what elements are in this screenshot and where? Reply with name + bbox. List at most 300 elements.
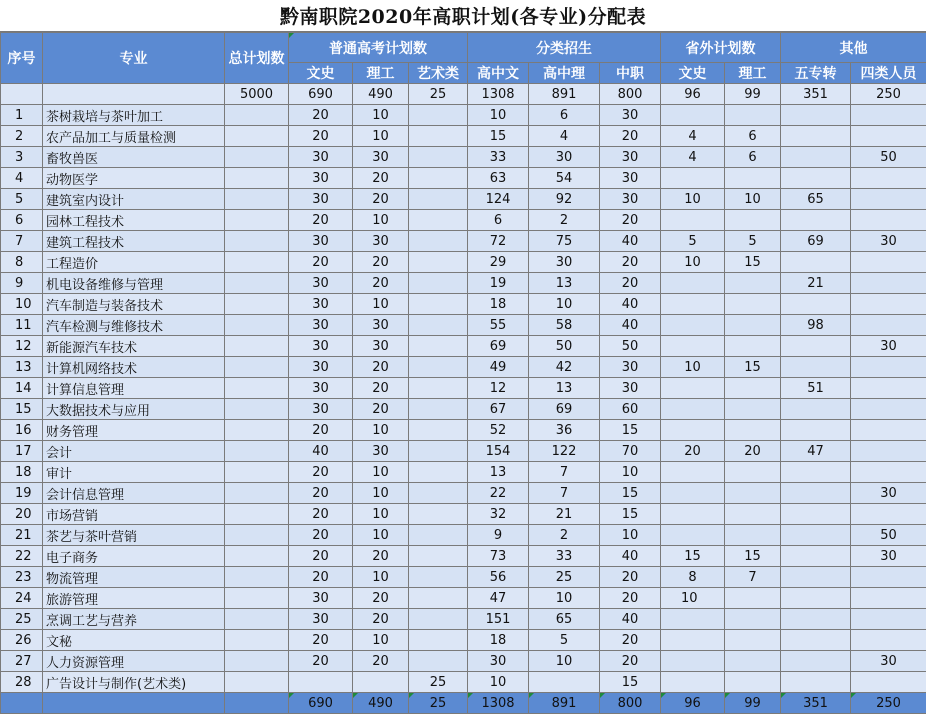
value-cell[interactable]: 25 bbox=[409, 672, 468, 693]
value-cell[interactable]: 25 bbox=[529, 567, 600, 588]
value-cell[interactable]: 50 bbox=[529, 336, 600, 357]
totals-cell[interactable]: 99 bbox=[725, 693, 781, 714]
subheader-cell[interactable]: 中职 bbox=[600, 63, 661, 84]
value-cell[interactable]: 6 bbox=[529, 105, 600, 126]
value-cell[interactable] bbox=[725, 273, 781, 294]
value-cell[interactable]: 4 bbox=[529, 126, 600, 147]
value-cell[interactable]: 15 bbox=[725, 357, 781, 378]
value-cell[interactable]: 122 bbox=[529, 441, 600, 462]
seq-cell[interactable]: 23 bbox=[1, 567, 43, 588]
value-cell[interactable]: 18 bbox=[468, 630, 529, 651]
value-cell[interactable]: 10 bbox=[661, 357, 725, 378]
value-cell[interactable]: 20 bbox=[289, 651, 353, 672]
seq-cell[interactable]: 18 bbox=[1, 462, 43, 483]
value-cell[interactable]: 10 bbox=[353, 525, 409, 546]
value-cell[interactable]: 4 bbox=[661, 126, 725, 147]
value-cell[interactable]: 30 bbox=[289, 231, 353, 252]
value-cell[interactable]: 52 bbox=[468, 420, 529, 441]
value-cell[interactable]: 20 bbox=[353, 357, 409, 378]
totals-cell[interactable]: 25 bbox=[409, 693, 468, 714]
value-cell[interactable]: 5 bbox=[529, 630, 600, 651]
value-cell[interactable] bbox=[781, 504, 851, 525]
value-cell[interactable]: 13 bbox=[468, 462, 529, 483]
value-cell[interactable] bbox=[781, 357, 851, 378]
value-cell[interactable] bbox=[851, 504, 926, 525]
total-plan-cell[interactable] bbox=[225, 147, 289, 168]
value-cell[interactable]: 4 bbox=[661, 147, 725, 168]
value-cell[interactable] bbox=[725, 525, 781, 546]
value-cell[interactable] bbox=[409, 126, 468, 147]
value-cell[interactable]: 10 bbox=[353, 567, 409, 588]
value-cell[interactable] bbox=[409, 651, 468, 672]
value-cell[interactable]: 21 bbox=[781, 273, 851, 294]
value-cell[interactable]: 10 bbox=[353, 210, 409, 231]
value-cell[interactable] bbox=[409, 441, 468, 462]
value-cell[interactable]: 30 bbox=[289, 588, 353, 609]
header-group-other[interactable]: 其他 bbox=[781, 33, 926, 63]
subheader-cell[interactable]: 艺术类 bbox=[409, 63, 468, 84]
value-cell[interactable]: 20 bbox=[353, 588, 409, 609]
value-cell[interactable]: 15 bbox=[725, 252, 781, 273]
value-cell[interactable]: 12 bbox=[468, 378, 529, 399]
summary-cell[interactable]: 351 bbox=[781, 84, 851, 105]
value-cell[interactable] bbox=[725, 651, 781, 672]
value-cell[interactable]: 32 bbox=[468, 504, 529, 525]
total-plan-cell[interactable] bbox=[225, 462, 289, 483]
value-cell[interactable]: 18 bbox=[468, 294, 529, 315]
value-cell[interactable]: 30 bbox=[353, 231, 409, 252]
value-cell[interactable]: 30 bbox=[851, 231, 926, 252]
value-cell[interactable]: 20 bbox=[600, 588, 661, 609]
value-cell[interactable] bbox=[725, 483, 781, 504]
value-cell[interactable] bbox=[529, 672, 600, 693]
total-plan-cell[interactable] bbox=[225, 567, 289, 588]
value-cell[interactable] bbox=[661, 168, 725, 189]
value-cell[interactable] bbox=[409, 168, 468, 189]
total-plan-cell[interactable] bbox=[225, 399, 289, 420]
total-plan-cell[interactable] bbox=[225, 504, 289, 525]
value-cell[interactable]: 13 bbox=[529, 378, 600, 399]
value-cell[interactable] bbox=[409, 504, 468, 525]
value-cell[interactable] bbox=[661, 651, 725, 672]
value-cell[interactable]: 20 bbox=[600, 567, 661, 588]
value-cell[interactable]: 51 bbox=[781, 378, 851, 399]
value-cell[interactable]: 20 bbox=[289, 630, 353, 651]
major-name-cell[interactable]: 广告设计与制作(艺术类) bbox=[43, 672, 225, 693]
value-cell[interactable] bbox=[851, 609, 926, 630]
total-plan-cell[interactable] bbox=[225, 651, 289, 672]
totals-cell[interactable]: 1308 bbox=[468, 693, 529, 714]
totals-name-cell[interactable] bbox=[43, 693, 225, 714]
value-cell[interactable] bbox=[725, 609, 781, 630]
value-cell[interactable]: 10 bbox=[661, 189, 725, 210]
value-cell[interactable] bbox=[851, 630, 926, 651]
value-cell[interactable] bbox=[661, 483, 725, 504]
value-cell[interactable]: 15 bbox=[725, 546, 781, 567]
value-cell[interactable] bbox=[725, 294, 781, 315]
value-cell[interactable]: 10 bbox=[353, 420, 409, 441]
summary-cell[interactable]: 1308 bbox=[468, 84, 529, 105]
value-cell[interactable]: 30 bbox=[600, 378, 661, 399]
value-cell[interactable] bbox=[409, 210, 468, 231]
value-cell[interactable]: 20 bbox=[289, 462, 353, 483]
value-cell[interactable]: 30 bbox=[529, 147, 600, 168]
value-cell[interactable]: 30 bbox=[289, 189, 353, 210]
value-cell[interactable]: 15 bbox=[600, 672, 661, 693]
value-cell[interactable]: 20 bbox=[289, 420, 353, 441]
seq-cell[interactable]: 7 bbox=[1, 231, 43, 252]
value-cell[interactable]: 60 bbox=[600, 399, 661, 420]
value-cell[interactable] bbox=[409, 462, 468, 483]
subheader-cell[interactable]: 理工 bbox=[725, 63, 781, 84]
major-name-cell[interactable]: 新能源汽车技术 bbox=[43, 336, 225, 357]
value-cell[interactable] bbox=[661, 273, 725, 294]
value-cell[interactable] bbox=[409, 336, 468, 357]
value-cell[interactable]: 10 bbox=[353, 462, 409, 483]
major-name-cell[interactable]: 园林工程技术 bbox=[43, 210, 225, 231]
value-cell[interactable] bbox=[781, 399, 851, 420]
value-cell[interactable]: 20 bbox=[353, 252, 409, 273]
major-name-cell[interactable]: 会计信息管理 bbox=[43, 483, 225, 504]
totals-plan-cell[interactable] bbox=[225, 693, 289, 714]
value-cell[interactable] bbox=[851, 294, 926, 315]
value-cell[interactable] bbox=[725, 462, 781, 483]
value-cell[interactable] bbox=[409, 105, 468, 126]
subheader-cell[interactable]: 高中理 bbox=[529, 63, 600, 84]
value-cell[interactable]: 20 bbox=[661, 441, 725, 462]
total-plan-cell[interactable] bbox=[225, 294, 289, 315]
value-cell[interactable] bbox=[851, 126, 926, 147]
seq-cell[interactable]: 4 bbox=[1, 168, 43, 189]
total-plan-cell[interactable] bbox=[225, 126, 289, 147]
major-name-cell[interactable]: 建筑工程技术 bbox=[43, 231, 225, 252]
value-cell[interactable]: 30 bbox=[468, 651, 529, 672]
value-cell[interactable]: 30 bbox=[353, 441, 409, 462]
value-cell[interactable] bbox=[851, 420, 926, 441]
seq-cell[interactable]: 13 bbox=[1, 357, 43, 378]
header-group-fenlei[interactable]: 分类招生 bbox=[468, 33, 661, 63]
value-cell[interactable] bbox=[409, 525, 468, 546]
value-cell[interactable]: 30 bbox=[851, 336, 926, 357]
total-plan-cell[interactable] bbox=[225, 483, 289, 504]
value-cell[interactable]: 15 bbox=[600, 483, 661, 504]
value-cell[interactable]: 10 bbox=[353, 126, 409, 147]
value-cell[interactable]: 29 bbox=[468, 252, 529, 273]
value-cell[interactable] bbox=[781, 609, 851, 630]
value-cell[interactable] bbox=[851, 441, 926, 462]
value-cell[interactable]: 72 bbox=[468, 231, 529, 252]
totals-cell[interactable]: 490 bbox=[353, 693, 409, 714]
subheader-cell[interactable]: 文史 bbox=[661, 63, 725, 84]
value-cell[interactable]: 20 bbox=[353, 378, 409, 399]
value-cell[interactable]: 20 bbox=[600, 252, 661, 273]
seq-cell[interactable]: 24 bbox=[1, 588, 43, 609]
value-cell[interactable]: 20 bbox=[600, 651, 661, 672]
value-cell[interactable]: 36 bbox=[529, 420, 600, 441]
value-cell[interactable]: 13 bbox=[529, 273, 600, 294]
value-cell[interactable]: 73 bbox=[468, 546, 529, 567]
summary-cell[interactable]: 99 bbox=[725, 84, 781, 105]
value-cell[interactable]: 20 bbox=[289, 546, 353, 567]
value-cell[interactable]: 30 bbox=[289, 336, 353, 357]
value-cell[interactable]: 50 bbox=[851, 525, 926, 546]
total-plan-cell[interactable] bbox=[225, 189, 289, 210]
total-plan-cell[interactable] bbox=[225, 315, 289, 336]
total-plan-cell[interactable] bbox=[225, 336, 289, 357]
major-name-cell[interactable]: 烹调工艺与营养 bbox=[43, 609, 225, 630]
value-cell[interactable] bbox=[725, 168, 781, 189]
value-cell[interactable] bbox=[725, 315, 781, 336]
major-name-cell[interactable]: 汽车制造与装备技术 bbox=[43, 294, 225, 315]
value-cell[interactable]: 6 bbox=[725, 147, 781, 168]
value-cell[interactable]: 40 bbox=[289, 441, 353, 462]
value-cell[interactable]: 30 bbox=[353, 147, 409, 168]
header-seq[interactable]: 序号 bbox=[1, 33, 43, 84]
value-cell[interactable]: 7 bbox=[529, 462, 600, 483]
value-cell[interactable]: 30 bbox=[289, 399, 353, 420]
value-cell[interactable]: 21 bbox=[529, 504, 600, 525]
value-cell[interactable] bbox=[725, 630, 781, 651]
value-cell[interactable]: 10 bbox=[529, 588, 600, 609]
value-cell[interactable]: 10 bbox=[353, 630, 409, 651]
value-cell[interactable]: 20 bbox=[353, 546, 409, 567]
value-cell[interactable] bbox=[851, 168, 926, 189]
value-cell[interactable]: 15 bbox=[600, 420, 661, 441]
value-cell[interactable] bbox=[661, 378, 725, 399]
value-cell[interactable] bbox=[409, 546, 468, 567]
value-cell[interactable] bbox=[851, 315, 926, 336]
value-cell[interactable]: 20 bbox=[289, 567, 353, 588]
value-cell[interactable]: 65 bbox=[529, 609, 600, 630]
value-cell[interactable] bbox=[725, 504, 781, 525]
value-cell[interactable]: 10 bbox=[353, 504, 409, 525]
value-cell[interactable]: 7 bbox=[725, 567, 781, 588]
value-cell[interactable] bbox=[781, 105, 851, 126]
total-plan-cell[interactable] bbox=[225, 420, 289, 441]
value-cell[interactable]: 2 bbox=[529, 210, 600, 231]
value-cell[interactable]: 20 bbox=[353, 651, 409, 672]
value-cell[interactable] bbox=[851, 462, 926, 483]
value-cell[interactable]: 20 bbox=[289, 525, 353, 546]
value-cell[interactable] bbox=[781, 567, 851, 588]
seq-cell[interactable]: 28 bbox=[1, 672, 43, 693]
value-cell[interactable]: 50 bbox=[600, 336, 661, 357]
value-cell[interactable] bbox=[409, 609, 468, 630]
value-cell[interactable]: 5 bbox=[661, 231, 725, 252]
value-cell[interactable] bbox=[725, 105, 781, 126]
value-cell[interactable] bbox=[661, 630, 725, 651]
value-cell[interactable]: 30 bbox=[600, 147, 661, 168]
value-cell[interactable]: 54 bbox=[529, 168, 600, 189]
value-cell[interactable]: 30 bbox=[289, 168, 353, 189]
value-cell[interactable] bbox=[409, 273, 468, 294]
seq-cell[interactable]: 10 bbox=[1, 294, 43, 315]
total-plan-cell[interactable] bbox=[225, 210, 289, 231]
value-cell[interactable]: 49 bbox=[468, 357, 529, 378]
value-cell[interactable]: 5 bbox=[725, 231, 781, 252]
value-cell[interactable] bbox=[781, 336, 851, 357]
value-cell[interactable] bbox=[725, 672, 781, 693]
value-cell[interactable]: 56 bbox=[468, 567, 529, 588]
seq-cell[interactable]: 19 bbox=[1, 483, 43, 504]
major-name-cell[interactable]: 审计 bbox=[43, 462, 225, 483]
value-cell[interactable]: 20 bbox=[600, 210, 661, 231]
value-cell[interactable]: 6 bbox=[468, 210, 529, 231]
value-cell[interactable]: 30 bbox=[851, 651, 926, 672]
value-cell[interactable]: 40 bbox=[600, 546, 661, 567]
value-cell[interactable]: 40 bbox=[600, 231, 661, 252]
value-cell[interactable] bbox=[661, 525, 725, 546]
value-cell[interactable] bbox=[661, 399, 725, 420]
summary-total-cell[interactable]: 5000 bbox=[225, 84, 289, 105]
major-name-cell[interactable]: 机电设备维修与管理 bbox=[43, 273, 225, 294]
value-cell[interactable]: 15 bbox=[661, 546, 725, 567]
value-cell[interactable]: 10 bbox=[529, 294, 600, 315]
value-cell[interactable]: 30 bbox=[289, 273, 353, 294]
value-cell[interactable]: 10 bbox=[661, 588, 725, 609]
value-cell[interactable] bbox=[851, 357, 926, 378]
value-cell[interactable] bbox=[781, 294, 851, 315]
value-cell[interactable]: 20 bbox=[600, 126, 661, 147]
value-cell[interactable] bbox=[661, 336, 725, 357]
value-cell[interactable]: 10 bbox=[600, 462, 661, 483]
seq-cell[interactable]: 15 bbox=[1, 399, 43, 420]
value-cell[interactable] bbox=[725, 336, 781, 357]
value-cell[interactable] bbox=[851, 252, 926, 273]
value-cell[interactable]: 30 bbox=[289, 378, 353, 399]
value-cell[interactable] bbox=[661, 609, 725, 630]
value-cell[interactable]: 20 bbox=[353, 189, 409, 210]
major-name-cell[interactable]: 汽车检测与维修技术 bbox=[43, 315, 225, 336]
value-cell[interactable]: 65 bbox=[781, 189, 851, 210]
value-cell[interactable]: 2 bbox=[529, 525, 600, 546]
value-cell[interactable]: 42 bbox=[529, 357, 600, 378]
value-cell[interactable]: 20 bbox=[353, 273, 409, 294]
value-cell[interactable]: 20 bbox=[600, 630, 661, 651]
value-cell[interactable] bbox=[725, 399, 781, 420]
major-name-cell[interactable]: 旅游管理 bbox=[43, 588, 225, 609]
value-cell[interactable] bbox=[661, 105, 725, 126]
summary-cell[interactable]: 490 bbox=[353, 84, 409, 105]
value-cell[interactable]: 30 bbox=[600, 357, 661, 378]
header-group-gaokao[interactable]: 普通高考计划数 bbox=[289, 33, 468, 63]
value-cell[interactable] bbox=[409, 483, 468, 504]
value-cell[interactable]: 30 bbox=[289, 147, 353, 168]
summary-seq-cell[interactable] bbox=[1, 84, 43, 105]
seq-cell[interactable]: 2 bbox=[1, 126, 43, 147]
value-cell[interactable] bbox=[781, 126, 851, 147]
seq-cell[interactable]: 11 bbox=[1, 315, 43, 336]
value-cell[interactable] bbox=[661, 462, 725, 483]
value-cell[interactable]: 10 bbox=[353, 105, 409, 126]
totals-cell[interactable]: 800 bbox=[600, 693, 661, 714]
value-cell[interactable] bbox=[851, 399, 926, 420]
major-name-cell[interactable]: 文秘 bbox=[43, 630, 225, 651]
value-cell[interactable]: 75 bbox=[529, 231, 600, 252]
value-cell[interactable] bbox=[851, 210, 926, 231]
value-cell[interactable]: 20 bbox=[289, 105, 353, 126]
totals-cell[interactable]: 690 bbox=[289, 693, 353, 714]
value-cell[interactable] bbox=[409, 189, 468, 210]
value-cell[interactable]: 9 bbox=[468, 525, 529, 546]
value-cell[interactable] bbox=[409, 315, 468, 336]
subheader-cell[interactable]: 五专转 bbox=[781, 63, 851, 84]
value-cell[interactable]: 70 bbox=[600, 441, 661, 462]
value-cell[interactable]: 47 bbox=[468, 588, 529, 609]
value-cell[interactable]: 33 bbox=[529, 546, 600, 567]
total-plan-cell[interactable] bbox=[225, 273, 289, 294]
value-cell[interactable]: 50 bbox=[851, 147, 926, 168]
value-cell[interactable]: 92 bbox=[529, 189, 600, 210]
value-cell[interactable] bbox=[851, 189, 926, 210]
value-cell[interactable] bbox=[725, 420, 781, 441]
value-cell[interactable] bbox=[409, 378, 468, 399]
value-cell[interactable]: 20 bbox=[289, 483, 353, 504]
value-cell[interactable]: 20 bbox=[353, 399, 409, 420]
seq-cell[interactable]: 12 bbox=[1, 336, 43, 357]
value-cell[interactable] bbox=[851, 273, 926, 294]
value-cell[interactable]: 15 bbox=[600, 504, 661, 525]
seq-cell[interactable]: 27 bbox=[1, 651, 43, 672]
major-name-cell[interactable]: 大数据技术与应用 bbox=[43, 399, 225, 420]
value-cell[interactable] bbox=[781, 651, 851, 672]
seq-cell[interactable]: 22 bbox=[1, 546, 43, 567]
total-plan-cell[interactable] bbox=[225, 357, 289, 378]
value-cell[interactable]: 30 bbox=[600, 105, 661, 126]
value-cell[interactable]: 30 bbox=[851, 546, 926, 567]
subheader-cell[interactable]: 高中文 bbox=[468, 63, 529, 84]
value-cell[interactable] bbox=[781, 147, 851, 168]
value-cell[interactable]: 7 bbox=[529, 483, 600, 504]
value-cell[interactable]: 69 bbox=[529, 399, 600, 420]
seq-cell[interactable]: 8 bbox=[1, 252, 43, 273]
value-cell[interactable] bbox=[661, 504, 725, 525]
seq-cell[interactable]: 6 bbox=[1, 210, 43, 231]
seq-cell[interactable]: 20 bbox=[1, 504, 43, 525]
value-cell[interactable]: 30 bbox=[289, 609, 353, 630]
value-cell[interactable] bbox=[781, 168, 851, 189]
value-cell[interactable] bbox=[851, 567, 926, 588]
value-cell[interactable]: 69 bbox=[781, 231, 851, 252]
seq-cell[interactable]: 3 bbox=[1, 147, 43, 168]
value-cell[interactable] bbox=[409, 231, 468, 252]
value-cell[interactable] bbox=[661, 294, 725, 315]
total-plan-cell[interactable] bbox=[225, 252, 289, 273]
value-cell[interactable] bbox=[781, 546, 851, 567]
value-cell[interactable] bbox=[661, 420, 725, 441]
value-cell[interactable]: 40 bbox=[600, 315, 661, 336]
summary-cell[interactable]: 250 bbox=[851, 84, 926, 105]
value-cell[interactable]: 63 bbox=[468, 168, 529, 189]
summary-cell[interactable]: 800 bbox=[600, 84, 661, 105]
total-plan-cell[interactable] bbox=[225, 588, 289, 609]
value-cell[interactable] bbox=[353, 672, 409, 693]
total-plan-cell[interactable] bbox=[225, 378, 289, 399]
summary-name-cell[interactable] bbox=[43, 84, 225, 105]
value-cell[interactable]: 20 bbox=[353, 168, 409, 189]
value-cell[interactable] bbox=[851, 105, 926, 126]
seq-cell[interactable]: 26 bbox=[1, 630, 43, 651]
subheader-cell[interactable]: 理工 bbox=[353, 63, 409, 84]
major-name-cell[interactable]: 工程造价 bbox=[43, 252, 225, 273]
value-cell[interactable] bbox=[409, 420, 468, 441]
value-cell[interactable] bbox=[725, 210, 781, 231]
value-cell[interactable]: 30 bbox=[600, 189, 661, 210]
summary-cell[interactable]: 96 bbox=[661, 84, 725, 105]
summary-cell[interactable]: 891 bbox=[529, 84, 600, 105]
major-name-cell[interactable]: 会计 bbox=[43, 441, 225, 462]
subheader-cell[interactable]: 文史 bbox=[289, 63, 353, 84]
